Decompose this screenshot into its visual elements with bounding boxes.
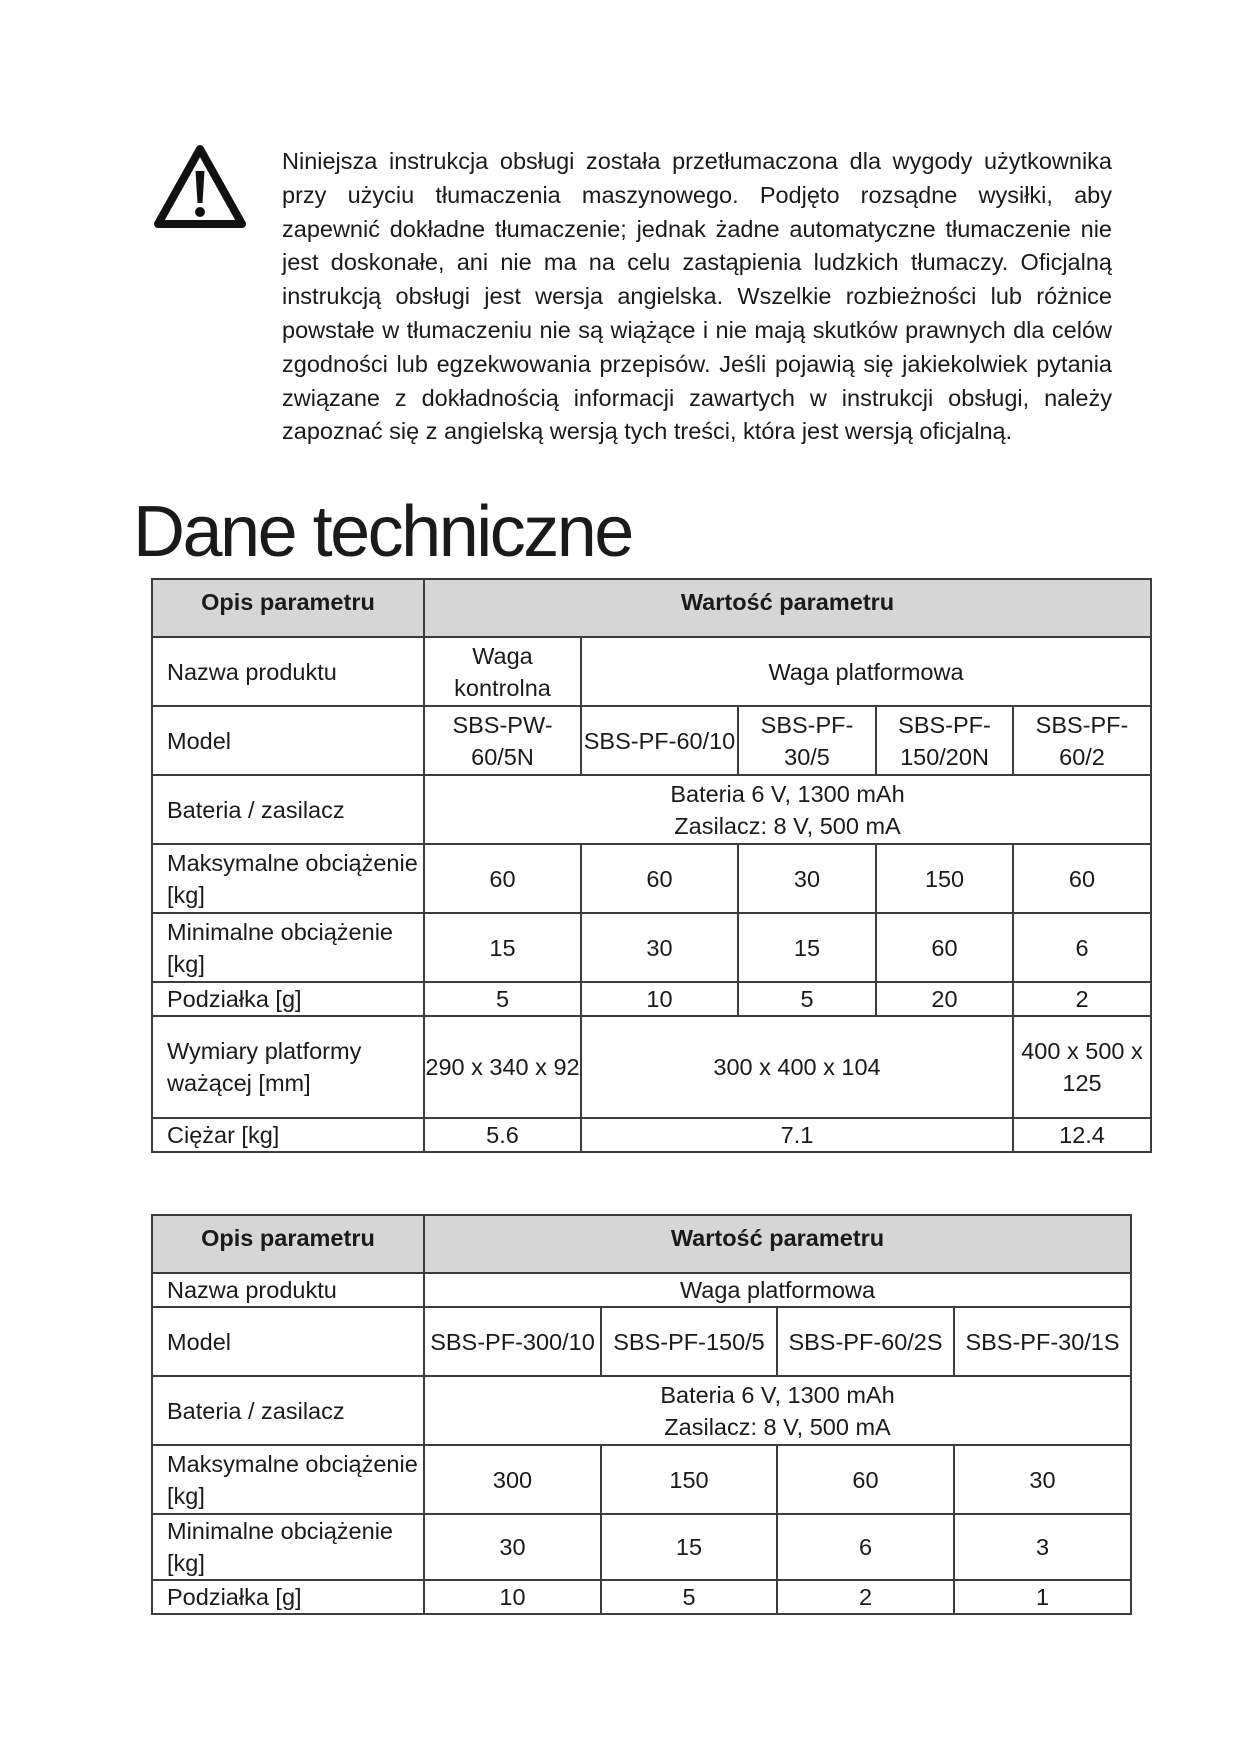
table-row [152, 1273, 1131, 1307]
table-cell: SBS-PF-30/1S [954, 1307, 1131, 1376]
table-row [152, 706, 1151, 775]
spec-table-1 [151, 578, 1152, 1153]
table-cell: 30 [424, 1514, 601, 1580]
table-cell: 15 [424, 913, 581, 982]
power-supply-line: Zasilacz: 8 V, 500 mA [674, 812, 901, 839]
table-cell: 12.4 [1013, 1118, 1151, 1152]
table-cell: 30 [738, 844, 876, 913]
table-row [152, 637, 1151, 706]
header-parameter: Opis parametru [152, 579, 424, 637]
table-cell: 10 [424, 1580, 601, 1614]
table-cell: 10 [581, 982, 738, 1016]
battery-line: Bateria 6 V, 1300 mAh [660, 1381, 895, 1408]
row-label: Bateria / zasilacz [152, 775, 424, 844]
table-row [152, 1307, 1131, 1376]
table-cell: SBS-PF-60/2S [777, 1307, 954, 1376]
table-cell: 2 [777, 1580, 954, 1614]
table-cell: 2 [1013, 982, 1151, 1016]
table-cell: 6 [1013, 913, 1151, 982]
table-cell [424, 775, 1151, 844]
table-cell: SBS-PF-150/20N [876, 706, 1013, 775]
table-row [152, 775, 1151, 844]
table-cell: 3 [954, 1514, 1131, 1580]
notice-text: Niniejsza instrukcja obsługi została przetłumaczona dla wygody użytkownika przy użyciu tłumaczenia maszynowego. Podjęto rozsądne wysiłki, aby zapewnić dokładne tłumaczenie; jednak żadne automatyczne tłumaczenie nie jest doskonałe, ani nie ma na celu zastąpienia ludzkich tłumaczy. Oficjalną instrukcją obsługi jest wersja angielska. Wszelkie rozbieżności lub różnice powstałe w tłumaczeniu nie są wiążące i nie mają skutków prawnych dla celów zgodności lub egzekwowania przepisów. Jeśli pojawią się jakiekolwiek pytania związane z dokładnością informacji zawartych w instrukcji obsługi, należy zapoznać się z angielską wersją tych treści, która jest wersją oficjalną. [282, 148, 1112, 445]
table-cell: SBS-PF-150/5 [601, 1307, 777, 1376]
header-value: Wartość parametru [424, 1215, 1131, 1273]
table-cell: 6 [777, 1514, 954, 1580]
row-label: Model [152, 1307, 424, 1376]
table-row [152, 1118, 1151, 1152]
row-label: Maksymalne obciążenie [kg] [152, 844, 424, 913]
row-label: Nazwa produktu [152, 637, 424, 706]
translation-notice [282, 145, 1112, 449]
table-row [152, 1514, 1131, 1580]
table-cell: 7.1 [581, 1118, 1013, 1152]
warning-triangle-icon [152, 143, 248, 231]
row-label: Nazwa produktu [152, 1273, 424, 1307]
table-row [152, 844, 1151, 913]
table-cell: 150 [876, 844, 1013, 913]
battery-line: Bateria 6 V, 1300 mAh [670, 780, 905, 807]
table-cell: 15 [738, 913, 876, 982]
table-row [152, 1376, 1131, 1445]
row-label: Minimalne obciążenie [kg] [152, 913, 424, 982]
table-cell: Waga kontrolna [424, 637, 581, 706]
table-cell: 1 [954, 1580, 1131, 1614]
row-label: Wymiary platformy ważącej [mm] [152, 1016, 424, 1118]
table-cell: 300 [424, 1445, 601, 1514]
table-cell: 30 [954, 1445, 1131, 1514]
page-title: Dane techniczne [133, 492, 632, 572]
row-label: Maksymalne obciążenie [kg] [152, 1445, 424, 1514]
table-cell: SBS-PF-60/2 [1013, 706, 1151, 775]
table-cell: 60 [424, 844, 581, 913]
row-label: Model [152, 706, 424, 775]
table-cell: 5 [738, 982, 876, 1016]
table-cell: 60 [581, 844, 738, 913]
table-row [152, 1016, 1151, 1118]
table-cell: 60 [876, 913, 1013, 982]
table-cell: Waga platformowa [581, 637, 1151, 706]
table-cell: 150 [601, 1445, 777, 1514]
table-row [152, 1445, 1131, 1514]
table-cell [424, 1376, 1131, 1445]
table-cell: 60 [777, 1445, 954, 1514]
table-cell: 400 x 500 x 125 [1013, 1016, 1151, 1118]
header-parameter: Opis parametru [152, 1215, 424, 1273]
table-cell: SBS-PF-60/10 [581, 706, 738, 775]
table-row [152, 579, 1151, 637]
row-label: Bateria / zasilacz [152, 1376, 424, 1445]
table-cell: 5 [424, 982, 581, 1016]
table-cell: 290 x 340 x 92 [424, 1016, 581, 1118]
table-cell: SBS-PW-60/5N [424, 706, 581, 775]
table-cell: Waga platformowa [424, 1273, 1131, 1307]
spec-table-2 [151, 1214, 1132, 1615]
power-supply-line: Zasilacz: 8 V, 500 mA [664, 1413, 891, 1440]
table-cell: SBS-PF-30/5 [738, 706, 876, 775]
table-cell: 20 [876, 982, 1013, 1016]
table-cell: 300 x 400 x 104 [581, 1016, 1013, 1118]
header-value: Wartość parametru [424, 579, 1151, 637]
table-row [152, 913, 1151, 982]
table-cell: 60 [1013, 844, 1151, 913]
table-cell: 15 [601, 1514, 777, 1580]
row-label: Podziałka [g] [152, 1580, 424, 1614]
table-row [152, 982, 1151, 1016]
table-row [152, 1215, 1131, 1273]
row-label: Minimalne obciążenie [kg] [152, 1514, 424, 1580]
row-label: Ciężar [kg] [152, 1118, 424, 1152]
table-cell: 30 [581, 913, 738, 982]
table-cell: 5.6 [424, 1118, 581, 1152]
table-cell: 5 [601, 1580, 777, 1614]
table-cell: SBS-PF-300/10 [424, 1307, 601, 1376]
row-label: Podziałka [g] [152, 982, 424, 1016]
table-row [152, 1580, 1131, 1614]
